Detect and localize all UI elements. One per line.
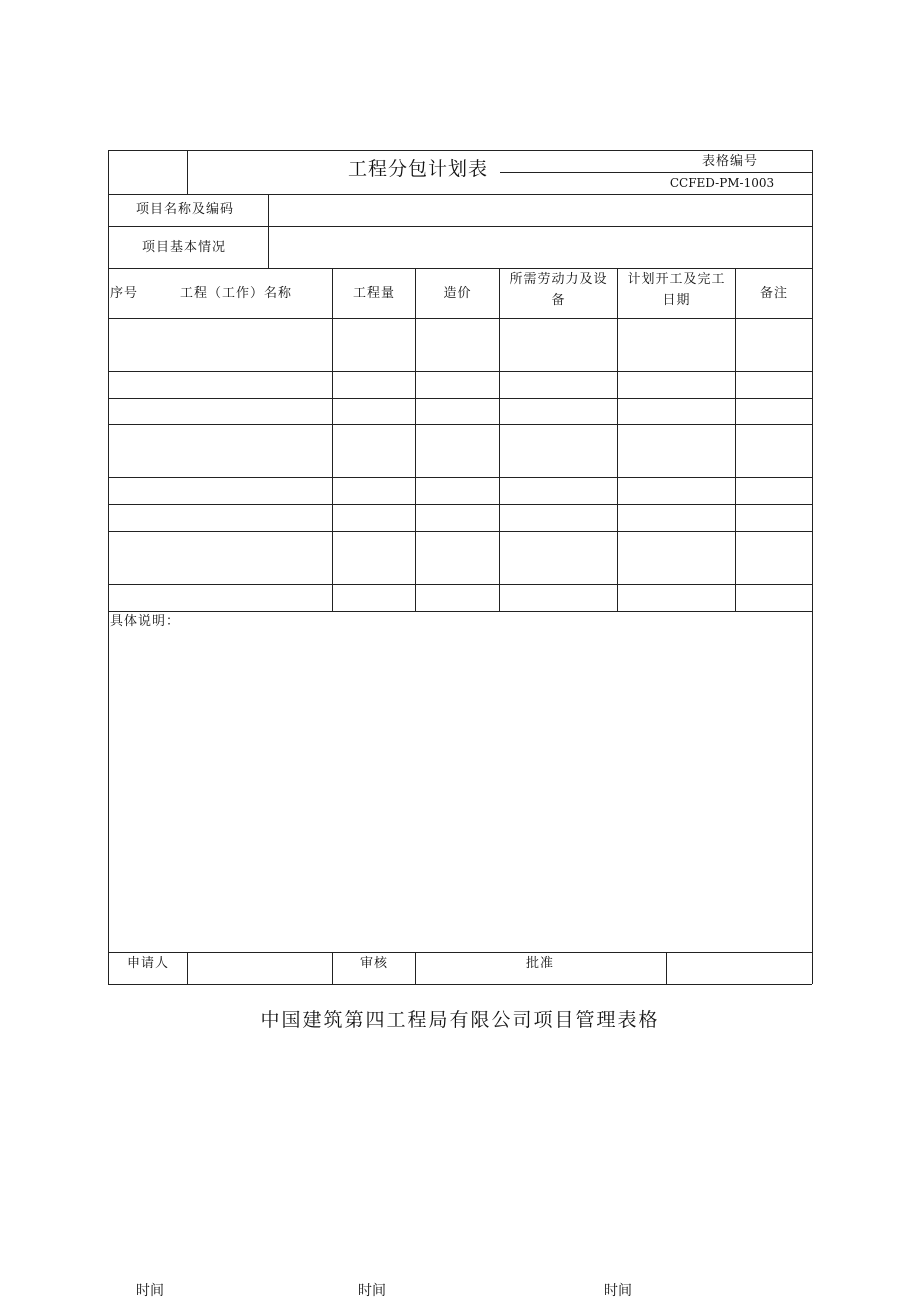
column-line — [415, 268, 416, 611]
column-line — [499, 268, 500, 611]
row-line — [108, 371, 812, 372]
time-label: 时间 — [604, 1283, 632, 1299]
applicant-label: 申请人 — [126, 956, 169, 971]
row-line — [108, 477, 812, 478]
approve-label: 批准 — [526, 956, 555, 971]
column-line — [617, 268, 618, 611]
table-border-top — [108, 150, 812, 151]
form-number: CCFED-PM-1003 — [669, 176, 775, 190]
row-line — [108, 424, 812, 425]
title-divider — [500, 172, 812, 173]
form-number-label: 表格编号 — [701, 154, 758, 169]
column-line — [187, 150, 188, 194]
row-line — [108, 194, 812, 195]
column-header-schedule: 计划开工及完工 — [627, 272, 726, 287]
column-header-cost: 造价 — [443, 286, 472, 301]
company-footer: 中国建筑第四工程局有限公司项目管理表格 — [260, 1009, 660, 1031]
project-name-value[interactable] — [276, 202, 806, 220]
project-name-label: 项目名称及编码 — [136, 202, 235, 217]
row-line — [108, 584, 812, 585]
column-header-quantity: 工程量 — [352, 286, 395, 301]
table-border-bottom — [108, 984, 812, 985]
time-label: 时间 — [136, 1283, 164, 1299]
column-header-name: 工程（工作）名称 — [180, 286, 293, 301]
row-line — [108, 268, 812, 269]
review-label: 审核 — [359, 956, 388, 971]
table-border-left — [108, 150, 109, 984]
column-header-remarks: 备注 — [759, 286, 788, 301]
column-line — [415, 952, 416, 984]
table-border-right — [812, 150, 813, 984]
column-line — [735, 268, 736, 611]
column-line — [666, 952, 667, 984]
row-line — [108, 531, 812, 532]
column-line — [187, 952, 188, 984]
column-header-labor-2: 备 — [551, 293, 566, 308]
column-header-labor: 所需劳动力及设 — [509, 272, 608, 287]
column-header-schedule-2: 日期 — [662, 293, 691, 308]
row-line — [108, 611, 812, 612]
row-line — [108, 504, 812, 505]
row-line — [108, 952, 812, 953]
description-label: 具体说明： — [110, 614, 181, 629]
project-info-label: 项目基本情况 — [142, 240, 227, 255]
row-line — [108, 398, 812, 399]
form-title: 工程分包计划表 — [348, 158, 489, 180]
time-label: 时间 — [358, 1283, 386, 1299]
row-line — [108, 226, 812, 227]
column-header-seq: 序号 — [110, 286, 139, 301]
project-info-value[interactable] — [276, 238, 806, 258]
column-line — [268, 194, 269, 268]
column-line — [332, 268, 333, 611]
row-line — [108, 318, 812, 319]
